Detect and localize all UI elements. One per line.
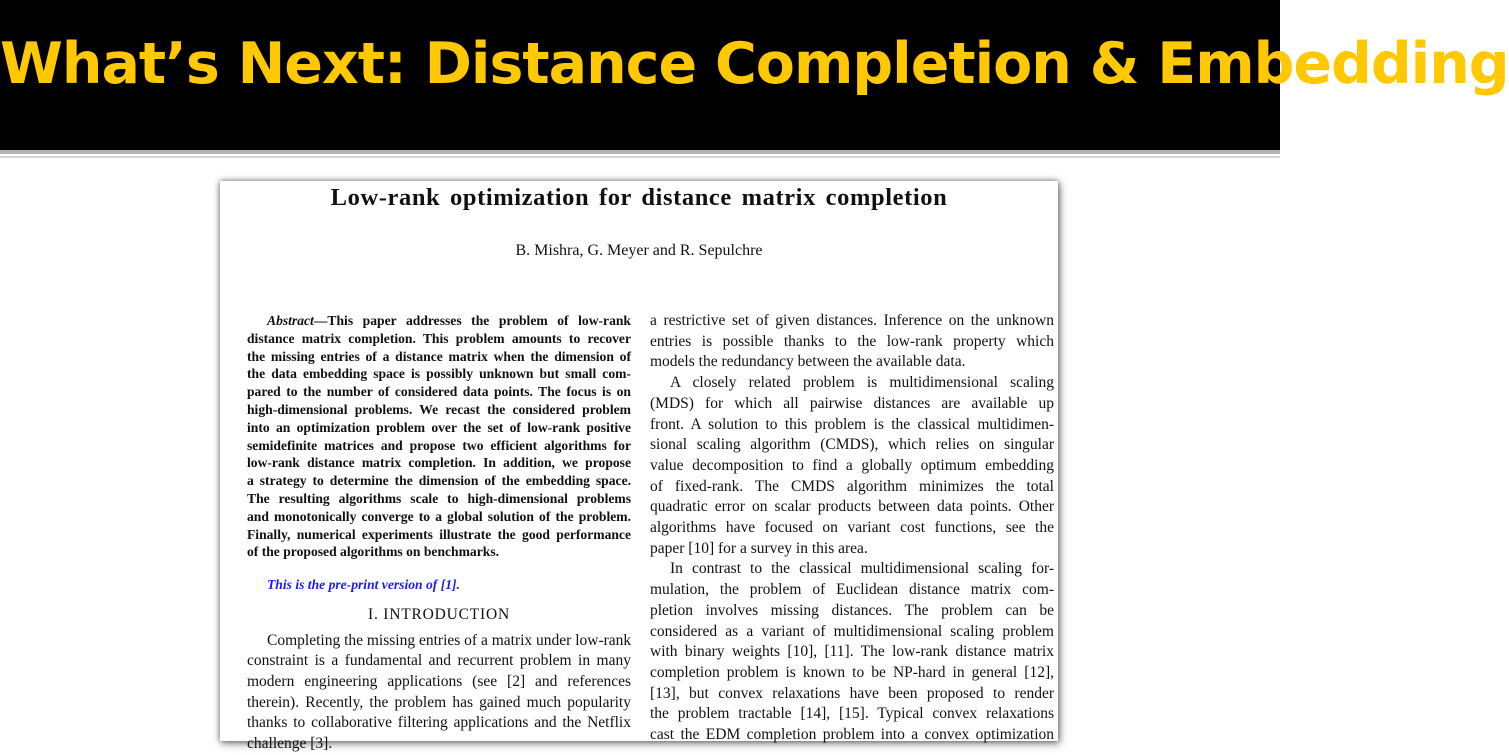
abstract-line: of the proposed algorithms on benchmarks. (247, 544, 500, 560)
body-line: pletion involves missing distances. The problem can be (650, 601, 1054, 619)
body-line: sional scaling algorithm (CMDS), which relies on singular (650, 436, 1054, 454)
body-line: A closely related problem is multidimensional scaling (670, 374, 1054, 392)
intro-line: thanks to collaborative filtering applications and the Netflix (247, 714, 631, 732)
intro-line: challenge [3]. (247, 735, 333, 753)
body-line: of fixed-rank. The CMDS algorithm minimizes the total (650, 477, 1054, 495)
abstract-line: the data embedding space is possibly unknown but small com- (247, 366, 631, 382)
abstract-line: a strategy to determine the dimension of the embedding space. (247, 473, 631, 489)
intro-line: modern engineering applications (see [2] and references (247, 672, 631, 690)
intro-line: constraint is a fundamental and recurrent problem in many (247, 652, 631, 670)
title-divider-thin (0, 156, 1280, 158)
slide-title: What’s Next: Distance Completion & Embedding (0, 31, 1509, 97)
abstract-line: The resulting algorithms scale to high-dimensional problems (247, 490, 631, 506)
body-line: (MDS) for which all pairwise distances are available up (650, 394, 1054, 412)
abstract-line: Abstract—This paper addresses the problem of low-rank (267, 313, 631, 328)
abstract-lead: Abstract— (267, 313, 328, 328)
body-line: a restrictive set of given distances. Inference on the unknown (650, 312, 1054, 329)
abstract (247, 312, 631, 561)
body-line: In contrast to the classical multidimensional scaling for- (670, 560, 1054, 578)
body-line: quadratic error on scalar products between data points. Other (650, 498, 1054, 516)
abstract-line: and monotonically converge to a global solution of the problem. (247, 508, 631, 524)
paper-left-column (247, 312, 631, 755)
intro-line: therein). Recently, the problem has gained much popularity (247, 693, 631, 711)
body-line: [13], but convex relaxations have been proposed to render (650, 684, 1054, 702)
abstract-line: Finally, numerical experiments illustrate the good performance (247, 526, 631, 542)
paper-page-image (220, 181, 1058, 753)
abstract-line: the missing entries of a distance matrix when the dimension of (247, 348, 631, 364)
paper-authors: B. Mishra, G. Meyer and R. Sepulchre (515, 242, 763, 259)
paper-right-column (650, 311, 1054, 746)
abstract-line: semidefinite matrices and propose two efficient algorithms for (247, 437, 631, 453)
preprint-note: This is the pre-print version of [1]. (267, 577, 460, 593)
section-heading: I. INTRODUCTION (367, 605, 510, 623)
paper-title: Low-rank optimization for distance matrix completion (330, 184, 948, 211)
abstract-line: pared to the number of considered data points. The focus is on (247, 384, 631, 400)
body-line: mulation, the problem of Euclidean distance matrix com- (650, 581, 1054, 599)
body-line: front. A solution to this problem is the classical multidimen- (650, 415, 1054, 433)
body-line: entries is possible thanks to the low-rank property which (650, 332, 1054, 350)
abstract-line: low-rank distance matrix completion. In addition, we propose (247, 455, 631, 471)
body-line: models the redundancy between the available data. (650, 353, 966, 371)
abstract-line: into an optimization problem over the set of low-rank positive (247, 419, 631, 435)
abstract-line: high-dimensional problems. We recast the considered problem (247, 401, 631, 417)
intro-line: Completing the missing entries of a matrix under low-rank (267, 631, 632, 649)
body-line: algorithms have focused on variant cost functions, see the (650, 519, 1054, 537)
body-line: cast the EDM completion problem into a convex optimization (650, 726, 1054, 744)
title-divider (0, 150, 1280, 154)
body-line: value decomposition to find a globally optimum embedding (650, 456, 1054, 474)
body-line: the problem tractable [14], [15]. Typical convex relaxations (650, 705, 1054, 723)
body-line: with binary weights [10], [11]. The low-rank distance matrix (650, 643, 1054, 661)
body-line: considered as a variant of multidimensional scaling problem (650, 622, 1054, 640)
body-line: completion problem is known to be NP-hard in general [12], (650, 663, 1054, 681)
body-line: paper [10] for a survey in this area. (650, 539, 868, 557)
abstract-line: distance matrix completion. This problem amounts to recover (247, 330, 631, 346)
